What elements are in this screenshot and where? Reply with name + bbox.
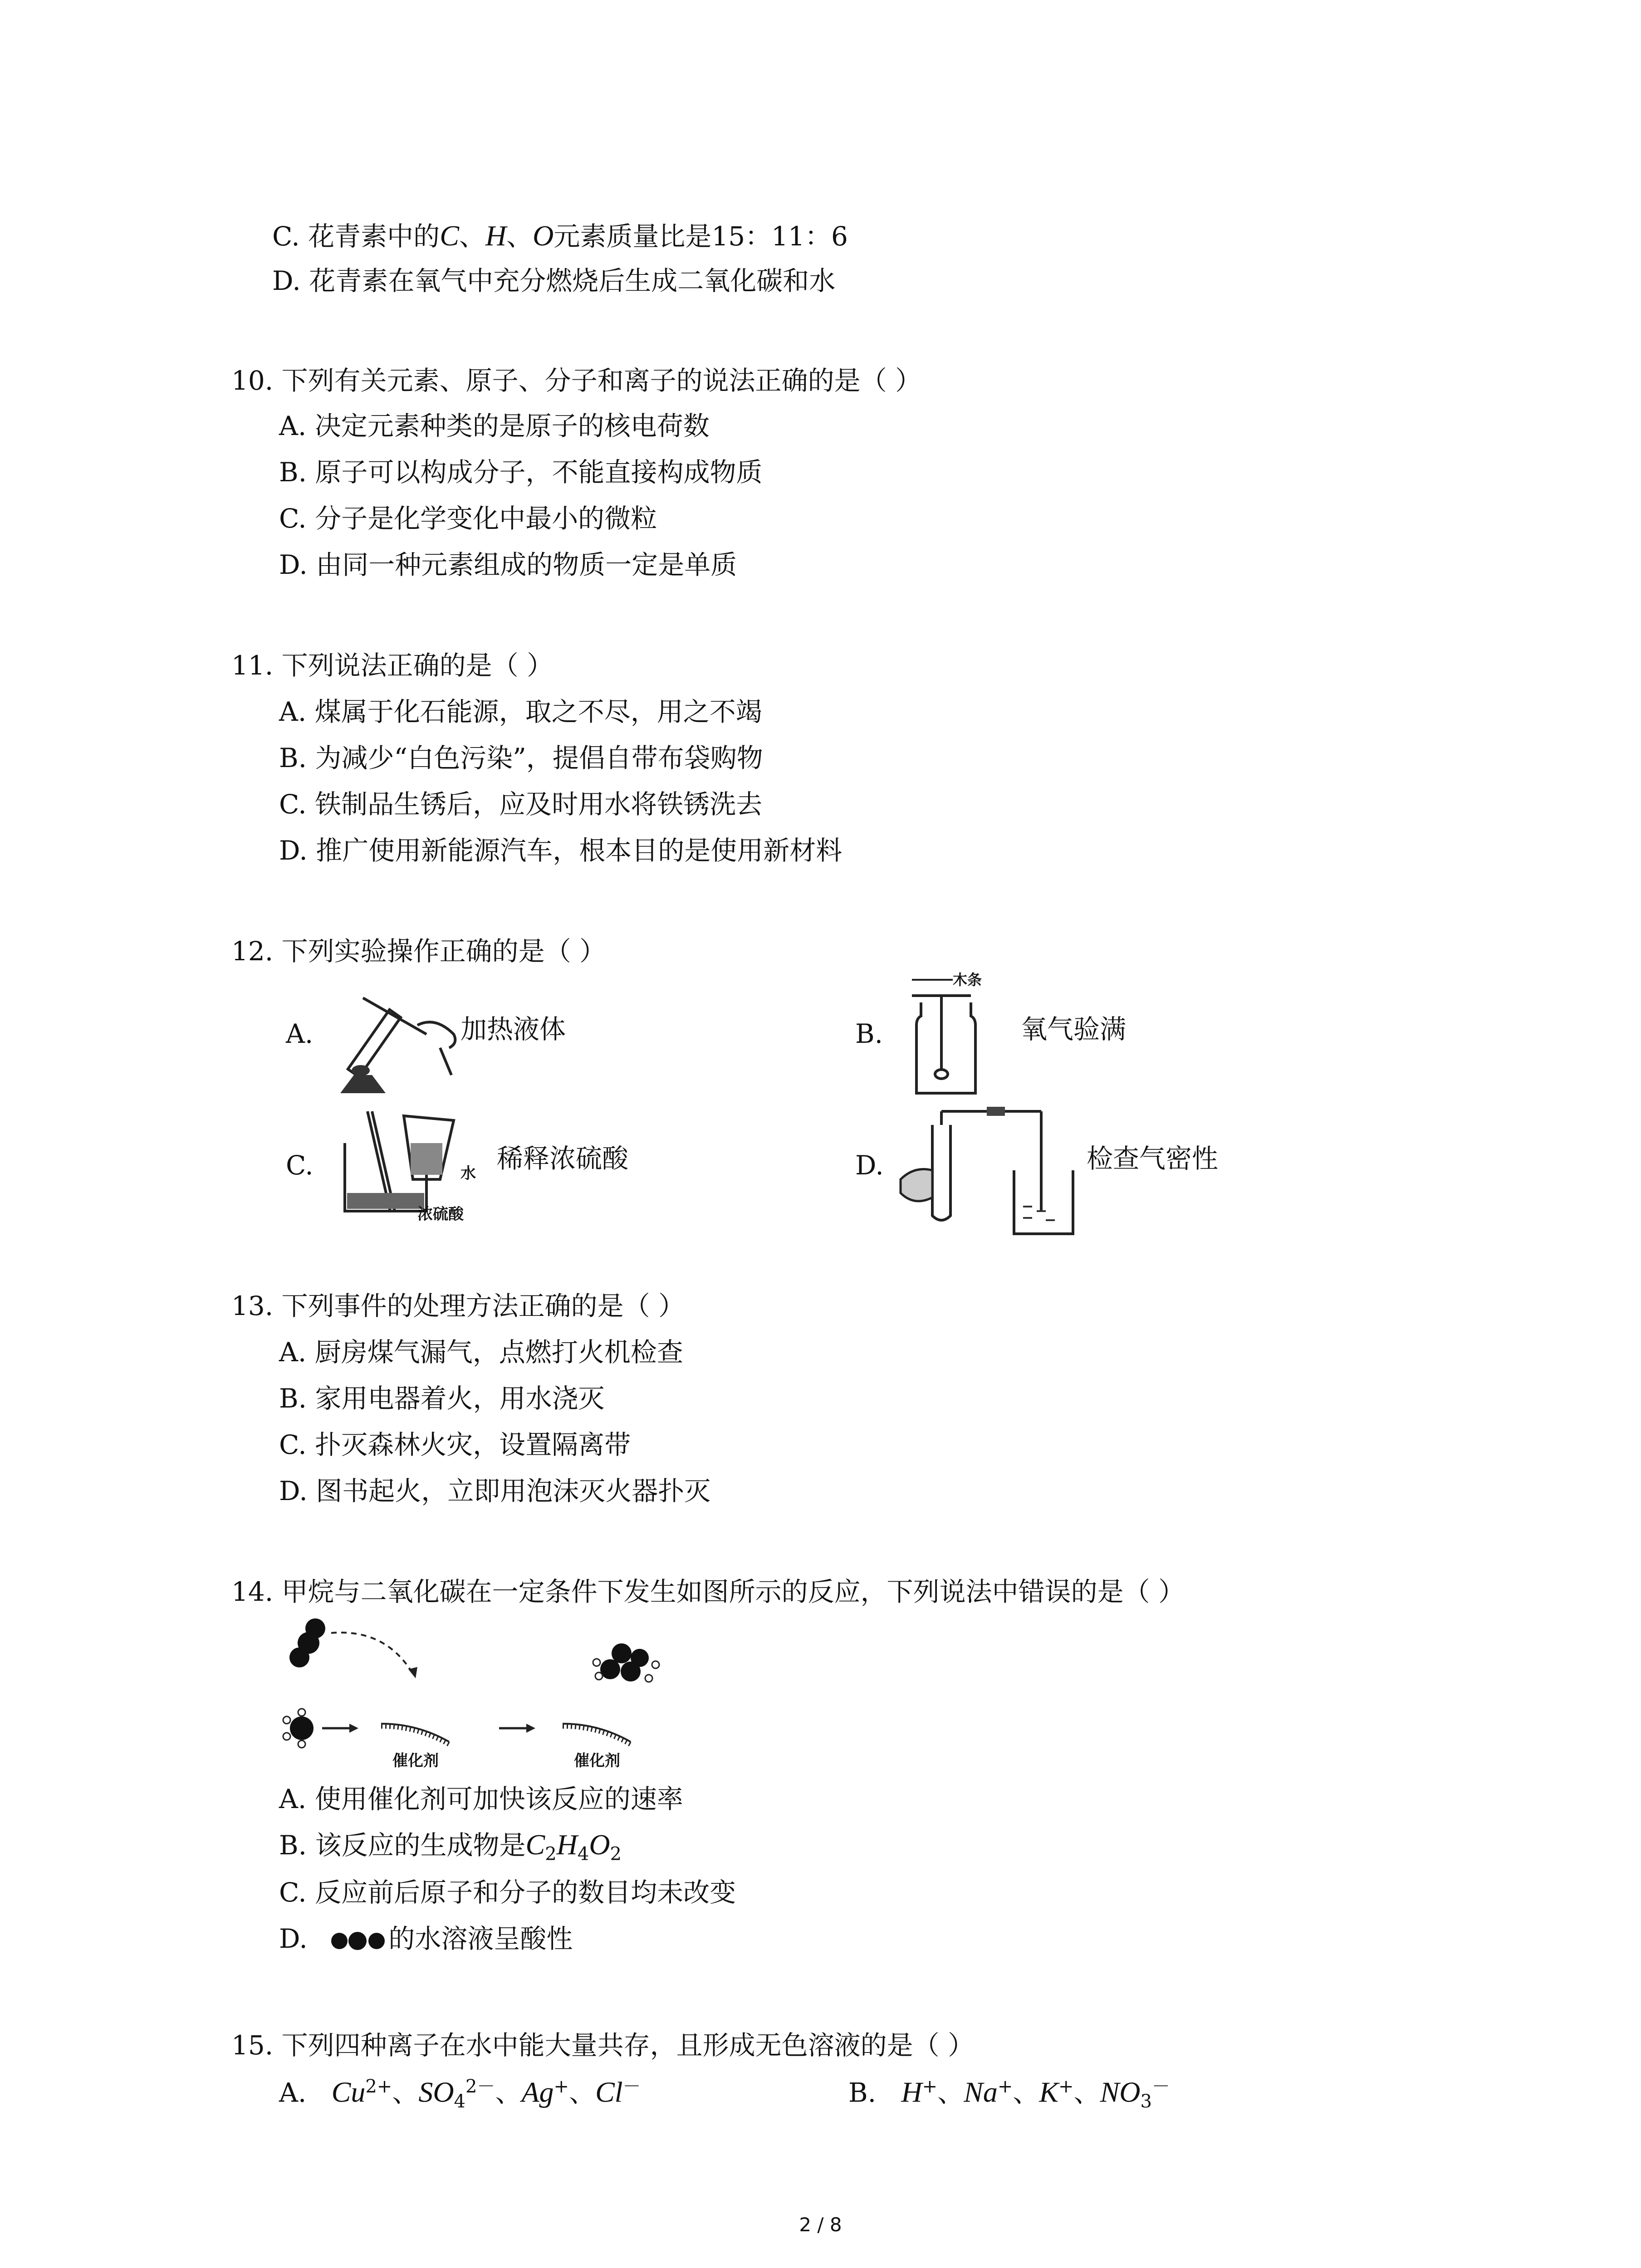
q12-c-label: 稀释浓硫酸 (497, 1143, 629, 1174)
q14-stem: 14. 甲烷与二氧化碳在一定条件下发生如图所示的反应，下列说法中错误的是（ ） (231, 1576, 1185, 1607)
q9-c-prefix: C. 花青素中的 (272, 221, 440, 252)
ion-sep: 、 (392, 2077, 419, 2108)
catalyst-label-1: 催化剂 (392, 1752, 439, 1770)
q14-option-d (279, 1923, 573, 1954)
ion-h-charge: + (922, 2076, 938, 2097)
q15-a-letter: A. (279, 2077, 307, 2108)
q12-d-letter: D. (855, 1150, 884, 1181)
ion-cu: Cu (331, 2076, 366, 2108)
ion-sep: 、 (1013, 2077, 1039, 2108)
catalyst-surface-2 (563, 1724, 631, 1742)
q12-b-label: 氧气验满 (1021, 1014, 1127, 1045)
ion-sep: 、 (937, 2077, 964, 2108)
q14-b-prefix: B. 该反应的生成物是 (279, 1830, 526, 1861)
q10-stem: 10. 下列有关元素、原子、分子和离子的说法正确的是（ ） (231, 365, 922, 396)
formula-h-sub: 4 (577, 1843, 589, 1865)
ion-cl: Cl (595, 2076, 623, 2108)
water-label: 水 (460, 1164, 476, 1183)
q13-option-d: D. 图书起火，立即用泡沫灭火器扑灭 (279, 1476, 711, 1506)
ion-so4: SO (418, 2076, 454, 2108)
ion-na: Na (964, 2076, 998, 2108)
q12-a-label: 加热液体 (460, 1014, 566, 1045)
dilute-acid-figure (336, 1102, 476, 1229)
q11-option-d: D. 推广使用新能源汽车，根本目的是使用新材料 (279, 835, 843, 866)
airtightness-figure (896, 1098, 1087, 1243)
q12-d-label: 检查气密性 (1087, 1143, 1219, 1174)
ion-cl-charge: － (622, 2076, 641, 2097)
q14-option-b (279, 1830, 622, 1863)
ion-sep: 、 (569, 2077, 596, 2108)
formula-c: C (525, 1828, 545, 1861)
product-molecule (593, 1643, 659, 1682)
wood-strip-label: 木条 (953, 971, 982, 988)
q11-option-b: B. 为减少“白色污染”，提倡自带布袋购物 (279, 743, 763, 773)
co2-molecule (289, 1618, 325, 1667)
reaction-diagram (272, 1615, 726, 1778)
q12-stem: 12. 下列实验操作正确的是（ ） (231, 936, 606, 967)
q12-c-letter: C. (286, 1150, 314, 1181)
ion-so4-sub: 4 (454, 2091, 465, 2112)
ion-no3-charge: － (1151, 2076, 1170, 2097)
q9-c-sep1: 、 (459, 221, 485, 252)
q13-option-c: C. 扑灭森林火灾，设置隔离带 (279, 1429, 631, 1460)
q14-d-suffix: 的水溶液呈酸性 (388, 1923, 573, 1954)
q15-b-letter: B. (848, 2077, 877, 2108)
q12-b-letter: B. (855, 1018, 883, 1049)
q9-c-suffix: 元素质量比是15：11：6 (554, 221, 848, 252)
q9-option-c (272, 221, 848, 250)
ion-h: H (901, 2076, 922, 2108)
ion-no3-sub: 3 (1140, 2091, 1152, 2112)
q11-stem: 11. 下列说法正确的是（ ） (231, 650, 554, 681)
ion-sep: 、 (495, 2077, 522, 2108)
formula-o: O (589, 1828, 610, 1861)
q15-stem: 15. 下列四种离子在水中能大量共存，且形成无色溶液的是（ ） (231, 2030, 975, 2061)
q15-option-b (848, 2077, 1170, 2111)
q11-option-c: C. 铁制品生锈后，应及时用水将铁锈洗去 (279, 789, 763, 820)
q11-option-a: A. 煤属于化石能源，取之不尽，用之不竭 (279, 696, 762, 727)
q13-option-b: B. 家用电器着火，用水浇灭 (279, 1383, 605, 1414)
ion-na-charge: + (997, 2076, 1013, 2097)
ion-sep: 、 (1073, 2077, 1100, 2108)
oxygen-bottle-figure (903, 971, 1003, 1102)
q13-stem: 13. 下列事件的处理方法正确的是（ ） (231, 1290, 685, 1321)
q14-option-c: C. 反应前后原子和分子的数目均未改变 (279, 1877, 736, 1908)
q10-option-a: A. 决定元素种类的是原子的核电荷数 (279, 411, 710, 441)
q14-d-letter: D. (279, 1923, 308, 1954)
formula-o-sub: 2 (610, 1843, 622, 1865)
ch4-molecule (283, 1709, 314, 1748)
q9-option-d: D. 花青素在氧气中充分燃烧后生成二氧化碳和水 (272, 265, 836, 296)
q9-c-sep2: 、 (506, 221, 533, 252)
q12-a-letter: A. (286, 1018, 314, 1049)
heating-liquid-figure (336, 980, 472, 1098)
ion-ag: Ag (521, 2076, 554, 2108)
ion-so4-charge: 2－ (465, 2076, 495, 2097)
q9-c-element-h: H (485, 220, 507, 252)
catalyst-label-2: 催化剂 (574, 1752, 620, 1770)
q13-option-a: A. 厨房煤气漏气，点燃打火机检查 (279, 1337, 683, 1368)
q9-c-element-c: C (440, 220, 459, 252)
formula-h: H (556, 1828, 578, 1861)
formula-c-sub: 2 (545, 1843, 557, 1865)
q9-c-element-o: O (533, 220, 554, 252)
ion-k-charge: + (1058, 2076, 1074, 2097)
co2-molecule-icon (329, 1930, 388, 1952)
q14-option-a: A. 使用催化剂可加快该反应的速率 (279, 1784, 683, 1814)
catalyst-surface-1 (381, 1724, 449, 1742)
q15-option-a (279, 2077, 641, 2111)
ion-k: K (1039, 2076, 1059, 2108)
ion-cu-charge: 2+ (365, 2076, 392, 2097)
page-number: 2 / 8 (799, 2214, 842, 2236)
ion-ag-charge: + (554, 2076, 569, 2097)
ion-no3: NO (1100, 2076, 1141, 2108)
dashed-arrow (331, 1633, 413, 1674)
q10-option-d: D. 由同一种元素组成的物质一定是单质 (279, 549, 737, 580)
concentrated-acid-label: 浓硫酸 (417, 1205, 464, 1223)
q10-option-b: B. 原子可以构成分子，不能直接构成物质 (279, 457, 763, 488)
q10-option-c: C. 分子是化学变化中最小的微粒 (279, 503, 657, 534)
